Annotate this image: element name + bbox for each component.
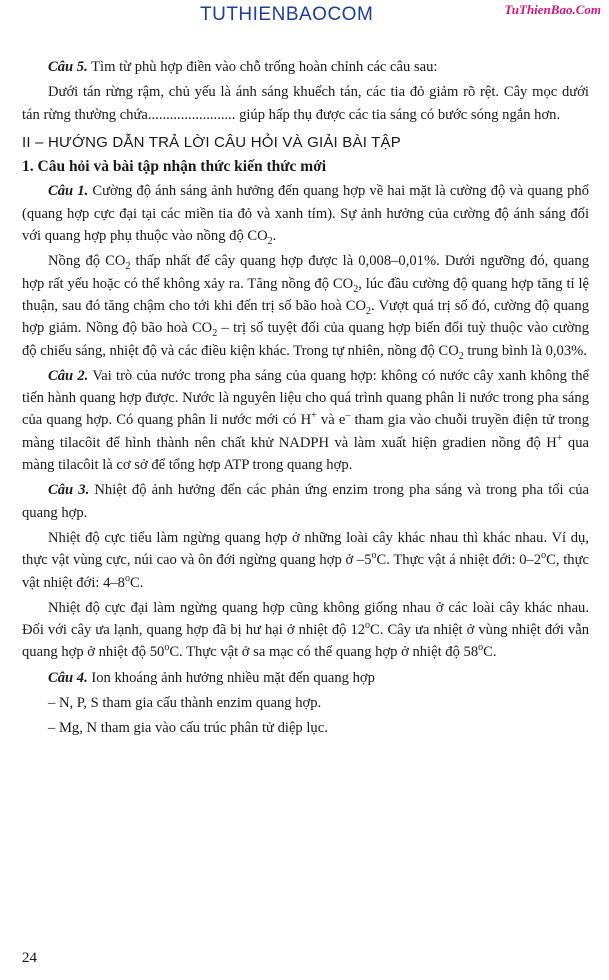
- text-run: tham gia vào chuỗi truyền điện tử trong màng tilacôit để hình thành nên chất khử NADPH và làm xuất hiện gradien nồng độ H: [22, 412, 589, 451]
- superscript: o: [478, 642, 484, 654]
- text-run: C, thực vật nhiệt đới: 4–8: [22, 552, 589, 591]
- answer-3-paragraph-3: [22, 597, 589, 664]
- text-run: trung bình là 0,03%.: [463, 342, 587, 359]
- text-run: – trị số tuyệt đối của quang hợp biến đổi tuỳ thuộc vào cường độ chiếu sáng, nhiệt độ và các điều kiện khác. Trong tự nhiên, nồng độ CO: [22, 320, 589, 359]
- text-run: C.: [483, 644, 497, 661]
- section-title: II – HƯỚNG DẪN TRẢ LỜI CÂU HỎI VÀ GIẢI BÀI TẬP: [22, 133, 401, 151]
- text-run: , lúc đầu cường độ quang hợp tăng tỉ lệ thuận, sau đó tăng chậm cho tới khi đến trị số bão hoà CO: [22, 275, 589, 314]
- text-run: Nồng độ CO: [48, 253, 126, 270]
- text-run: và e: [316, 412, 346, 429]
- subscript: 2: [125, 261, 131, 273]
- question-label: Câu 1.: [48, 183, 89, 200]
- superscript: +: [556, 432, 563, 444]
- subscript: 2: [366, 305, 372, 317]
- text-run: qua màng tilacôit là cơ sở để tổng hợp ATP trong quang hợp.: [22, 434, 589, 474]
- question-5: [22, 56, 589, 78]
- superscript: o: [371, 550, 377, 562]
- text-run: .: [272, 228, 277, 245]
- superscript: o: [365, 620, 371, 632]
- answer-1-paragraph-1: [22, 180, 589, 247]
- text-run: C.: [129, 574, 144, 591]
- answer-1-paragraph-2: [22, 250, 589, 361]
- answer-2: [22, 365, 589, 476]
- page-header: [0, 2, 609, 32]
- text-run: Cường độ ánh sáng ảnh hưởng đến quang hợp về hai mặt là cường độ và quang phổ (quang hợp cực đại tại các miền tia đỏ và xanh tím). Sự ảnh hưởng của cường độ ánh sáng đối với quang hợp phụ thuộc vào nồng độ CO: [22, 183, 589, 245]
- superscript: o: [164, 642, 170, 654]
- text-run: Nhiệt độ ảnh hưởng đến các phản ứng enzim trong pha sáng và trong pha tối của quang hợp.: [22, 482, 589, 521]
- text-run: C. Cây ưa nhiệt ở vùng nhiệt đới vẫn quang hợp ở nhiệt độ 50: [22, 622, 589, 661]
- question-label: Câu 2.: [48, 367, 89, 384]
- text-run: Nhiệt độ cực đại làm ngừng quang hợp cũng không giống nhau ở các loài cây khác nhau. Đối với cây ưa lạnh, quang hợp đã bị hư hại ở nhiệt độ 12: [22, 599, 589, 639]
- subsection-title: 1. Câu hỏi và bài tập nhận thức kiến thức mới: [22, 158, 327, 176]
- question-label: Câu 3.: [48, 482, 90, 499]
- question-label: Câu 5.: [48, 59, 88, 75]
- header-logo: TuThienBao.Com: [504, 2, 601, 17]
- superscript: –: [345, 410, 351, 422]
- document-body: [22, 56, 589, 743]
- question-5-body: Dưới tán rừng rậm, chủ yếu là ánh sáng khuếch tán, các tia đỏ giảm rõ rệt. Cây mọc dưới tán rừng thường chứa........................ giúp hấp thụ được các tia sáng có bước sóng ngắn hơn.: [22, 84, 589, 123]
- header-title: TUTHIENBAOCOM: [200, 4, 374, 25]
- text-run: Vai trò của nước trong pha sáng của quang hợp: không có nước cây xanh không thể tiến hành quang hợp được. Nước là nguyên liệu cho quá trình quang phân li nước trong pha sáng của quang hợp. Có quang phân li nước mới có H: [22, 367, 589, 429]
- question-text: Tìm từ phù hợp điền vào chỗ trống hoàn chỉnh các câu sau:: [87, 59, 438, 75]
- answer-3-paragraph-1: [22, 479, 589, 524]
- superscript: o: [124, 572, 130, 584]
- text-run: C. Thực vật á nhiệt đới: 0–2: [376, 552, 542, 569]
- superscript: +: [311, 410, 317, 422]
- answer-4: [22, 667, 589, 689]
- superscript: o: [541, 550, 547, 562]
- text-run: . Vượt quá trị số đó, cường độ quang hợp giảm. Nồng độ bão hoà CO: [22, 297, 589, 337]
- text-run: Nhiệt độ cực tiểu làm ngừng quang hợp ở những loài cây khác nhau thì khác nhau. Ví dụ, thực vật vùng cực, núi cao và ôn đới ngừng quang hợp ở –5: [22, 529, 589, 569]
- subscript: 2: [212, 328, 218, 340]
- subscript: 2: [458, 350, 464, 362]
- answer-4-item-2: – Mg, N tham gia vào cấu trúc phân tử diệp lục.: [48, 720, 328, 737]
- text-run: thấp nhất để cây quang hợp được là 0,008–0,01%. Dưới ngưỡng đó, quang hợp rất yếu hoặc có thể không xảy ra. Tăng nồng độ CO: [22, 253, 590, 292]
- subscript: 2: [353, 283, 359, 295]
- answer-4-item-1: – N, P, S tham gia cấu thành enzim quang hợp.: [48, 695, 322, 712]
- question-label: Câu 4.: [48, 669, 88, 686]
- text-run: Ion khoáng ảnh hưởng nhiều mặt đến quang hợp: [87, 669, 375, 686]
- text-run: C. Thực vật ở sa mạc có thể quang hợp ở nhiệt độ 58: [169, 644, 479, 661]
- page-number: 24: [22, 950, 37, 966]
- subscript: 2: [267, 235, 273, 247]
- answer-3-paragraph-2: [22, 527, 589, 594]
